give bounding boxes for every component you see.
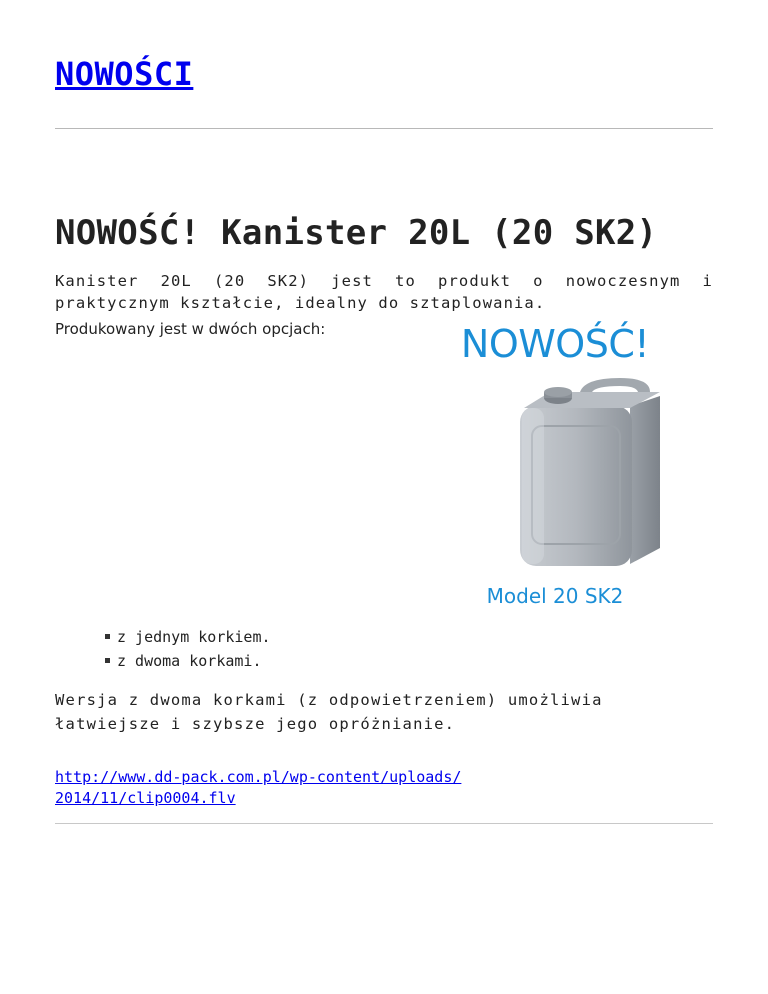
promo-heading: NOWOŚĆ!	[460, 322, 650, 366]
divider	[55, 823, 713, 824]
video-link-line2: 2014/11/clip0004.flv	[55, 789, 236, 807]
promo-model-caption: Model 20 SK2	[486, 584, 624, 608]
intro-paragraph-options-lead: Produkowany jest w dwóch opcjach:	[55, 320, 326, 338]
list-item-label: z jednym korkiem.	[117, 628, 271, 646]
list-item-label: z dwoma korkami.	[117, 652, 262, 670]
video-link-line1: http://www.dd-pack.com.pl/wp-content/uploads/	[55, 768, 462, 786]
bullet-icon	[105, 658, 110, 663]
description-paragraph-end: łatwiejsze i szybsze jego opróżnianie.	[55, 715, 456, 733]
list-item	[55, 625, 271, 649]
divider	[55, 128, 713, 129]
category-title-link[interactable]: NOWOŚCI	[55, 55, 194, 93]
product-image	[450, 320, 660, 615]
description-paragraph: Wersja z dwoma korkami (z odpowietrzeniem) umożliwia	[55, 691, 603, 709]
post-title: NOWOŚĆ! Kanister 20L (20 SK2)	[55, 213, 658, 253]
options-list	[55, 625, 271, 673]
intro-paragraph: Kanister 20L (20 SK2) jest to produkt o nowoczesnym i praktycznym kształcie, idealny do sztaplowania.	[55, 272, 713, 312]
canister-picture	[510, 378, 670, 578]
video-link[interactable]	[55, 767, 461, 809]
list-item	[55, 649, 271, 673]
bullet-icon	[105, 634, 110, 639]
